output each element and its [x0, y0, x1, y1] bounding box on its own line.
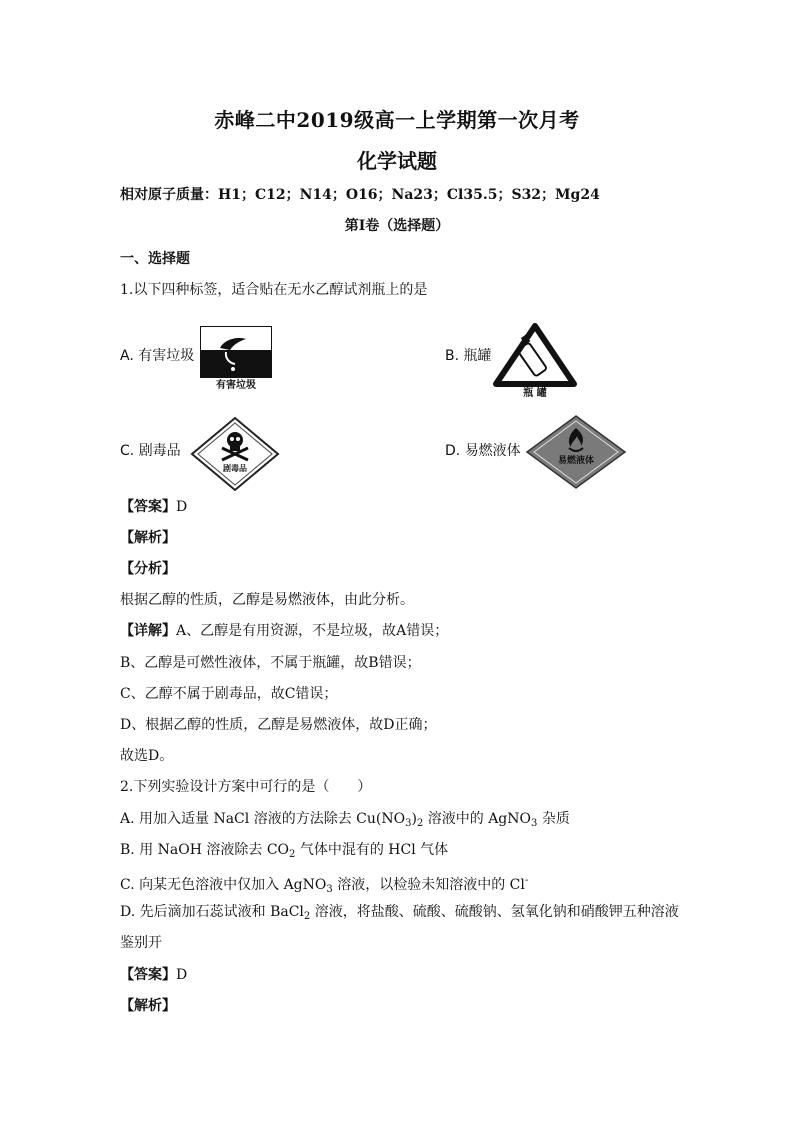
text-part: 气体中混有的 HCl 气体	[295, 842, 449, 858]
q1-answer	[120, 497, 690, 517]
sign-label-d: 易燃液体	[557, 456, 595, 466]
q1-detail-line-3: C、乙醇不属于剧毒品，故C错误；	[120, 686, 338, 702]
q1-detail-line-2: B、乙醇是可燃性液体，不属于瓶罐，故B错误；	[120, 655, 421, 671]
q1-detail-line-4: D、根据乙醇的性质，乙醇是易燃液体，故D正确；	[120, 717, 437, 733]
exam-title: 赤峰二中2019级高一上学期第一次月考	[214, 108, 580, 132]
text-part: )	[411, 811, 417, 827]
atomic-mass-line: 相对原子质量：H1；C12；N14；O16；Na23；Cl35.5；S32；Mg24	[120, 187, 600, 203]
hazardous-waste-sign-icon	[200, 326, 272, 392]
q1-fenxi-text: 根据乙醇的性质，乙醇是易燃液体，由此分析。	[120, 592, 414, 608]
text-part: 杂质	[537, 811, 570, 827]
text-part: A. 用加入适量 NaCl 溶液的方法除去 Cu(NO	[120, 811, 406, 827]
bottle-can-sign-icon	[490, 320, 580, 400]
option-letter: B.	[445, 348, 460, 364]
detail-tag: 【详解】	[120, 623, 176, 639]
option-letter: C.	[120, 443, 135, 459]
option-text: 瓶罐	[463, 348, 492, 364]
q2-option-a	[120, 809, 690, 834]
answer-value: D	[176, 499, 188, 515]
q2-stem: 2.下列实验设计方案中可行的是（ ）	[120, 779, 372, 795]
q1-option-d	[445, 441, 521, 461]
text-part: D. 先后滴加石蕊试液和 BaCl	[120, 904, 304, 920]
q1-analysis-tag: 【解析】	[120, 530, 176, 546]
subscript: 3	[405, 818, 412, 829]
q2-option-b	[120, 840, 690, 865]
subscript: 2	[416, 818, 424, 829]
option-text: 易燃液体	[464, 443, 521, 459]
sign-label-c: 剧毒品	[223, 464, 247, 473]
toxic-sign-icon	[190, 416, 280, 492]
text-part: 溶液中的 AgNO	[423, 811, 531, 827]
q1-fenxi-tag: 【分析】	[120, 561, 176, 577]
option-letter: A.	[120, 348, 134, 364]
volume-heading: 第I卷（选择题）	[344, 218, 450, 234]
answer-tag: 【答案】	[120, 499, 176, 515]
q1-detail-line-1	[120, 621, 690, 641]
q1-option-a	[120, 346, 194, 366]
option-text: 有害垃圾	[138, 348, 195, 364]
sign-label-a: 有害垃圾	[216, 380, 256, 391]
section-heading: 一、选择题	[120, 251, 190, 267]
subscript: 2	[289, 849, 296, 860]
subscript: 3	[531, 818, 538, 829]
text-part: 溶液，将盐酸、硫酸、硫酸钠、氢氧化钠和硝酸钾五种溶液	[310, 904, 679, 920]
detail-text: A、乙醇是有用资源，不是垃圾，故A错误；	[176, 623, 449, 639]
subscript: 3	[326, 884, 333, 895]
option-text: 剧毒品	[138, 443, 181, 459]
q2-option-c	[120, 871, 690, 900]
text-part: C. 向某无色溶液中仅加入 AgNO	[120, 877, 327, 893]
answer-value: D	[176, 967, 188, 983]
q2-answer	[120, 965, 690, 985]
text-part: 溶液，以检验未知溶液中的 Cl	[332, 877, 525, 893]
option-letter: D.	[445, 443, 461, 459]
q1-option-c	[120, 441, 181, 461]
superscript: -	[524, 875, 529, 886]
q1-detail-line-5: 故选D。	[120, 748, 174, 764]
text-part: B. 用 NaOH 溶液除去 CO	[120, 842, 290, 858]
q2-analysis-tag: 【解析】	[120, 998, 176, 1014]
answer-tag: 【答案】	[120, 967, 176, 983]
subscript: 2	[303, 911, 311, 922]
q2-option-d	[120, 902, 690, 927]
q1-option-b	[445, 346, 492, 366]
flammable-liquid-sign-icon	[525, 414, 627, 490]
q2-option-d-continued: 鉴别开	[120, 935, 162, 951]
sign-label-b: 瓶 罐	[523, 388, 547, 399]
exam-subject: 化学试题	[357, 149, 437, 173]
q1-stem: 1.以下四种标签，适合贴在无水乙醇试剂瓶上的是	[120, 282, 428, 298]
